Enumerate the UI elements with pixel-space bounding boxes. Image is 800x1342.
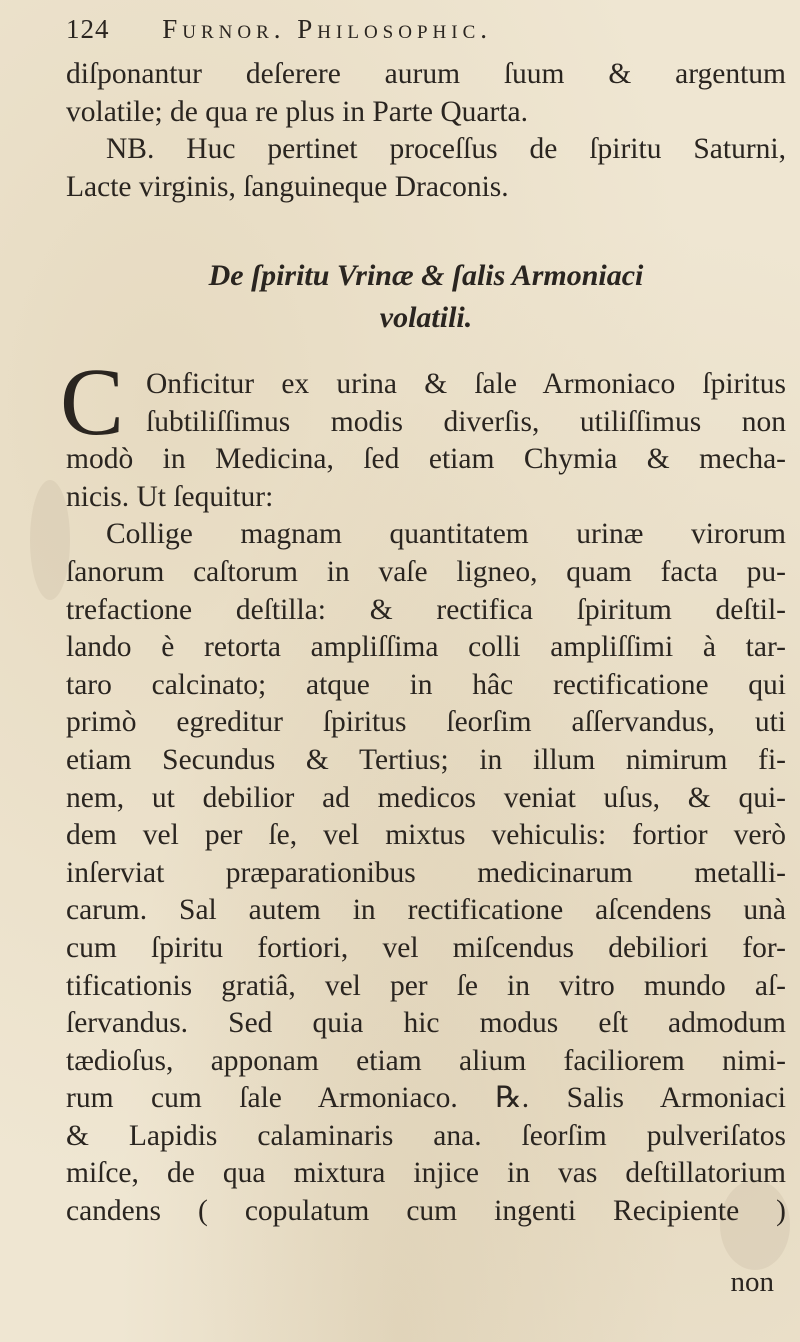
- section-heading-line-2: volatili.: [379, 301, 473, 334]
- running-head: [66, 14, 766, 54]
- text-line: Lacte virginis, ſanguineque Draconis.: [66, 170, 509, 203]
- text-line: volatile; de qua re plus in Parte Quarta.: [66, 95, 529, 128]
- text-line: etiam Secundus & Tertius; in illum nimirum fi-: [66, 743, 786, 776]
- paper-stain: [30, 480, 70, 600]
- text-line: tificationis gratiâ, vel per ſe in vitro mundo aſ-: [66, 969, 786, 1002]
- drop-cap: C: [60, 348, 125, 455]
- text-line: dem vel per ſe, vel mixtus vehiculis: fortior verò: [66, 819, 786, 852]
- text-line: inſerviat præparationibus medicinarum metalli-: [66, 856, 786, 889]
- text-line: modò in Medicina, ſed etiam Chymia & mecha-: [66, 443, 786, 476]
- top-text-block: [66, 56, 786, 206]
- running-title: Furnor. Philosophic.: [162, 14, 492, 44]
- text-line: diſponantur deſerere aurum ſuum & argentum: [66, 58, 786, 90]
- text-line: taro calcinato; atque in hâc rectificatione qui: [66, 668, 786, 701]
- text-line: ſervandus. Sed quia hic modus eſt admodum: [66, 1007, 786, 1040]
- text-line: rum cum ſale Armoniaco. ℞. Salis Armoniaci: [66, 1082, 786, 1115]
- text-line: lando è retorta ampliſſima colli ampliſſimi à tar-: [66, 631, 786, 664]
- text-line: Onficitur ex urina & ſale Armoniaco ſpiritus: [146, 368, 786, 400]
- text-line: cum ſpiritu fortiori, vel miſcendus debiliori for-: [66, 931, 786, 964]
- section-heading-line-1: De ſpiritu Vrinæ & ſalis Armoniaci: [208, 259, 644, 292]
- text-line: nicis. Ut ſequitur:: [66, 480, 274, 513]
- text-line: primò egreditur ſpiritus ſeorſim aſſervandus, uti: [66, 706, 786, 739]
- text-line: miſce, de qua mixtura injice in vas deſtillatorium: [66, 1157, 786, 1190]
- main-paragraph: [66, 366, 786, 1231]
- text-line: carum. Sal autem in rectificatione aſcendens unà: [66, 894, 786, 927]
- text-line: trefactione deſtilla: & rectifica ſpiritum deſtil-: [66, 593, 786, 626]
- text-line: tædioſus, apponam etiam alium faciliorem nimi-: [66, 1044, 786, 1077]
- catchword: non: [730, 1266, 774, 1298]
- text-line: Collige magnam quantitatem urinæ virorum: [106, 518, 786, 551]
- text-line: ſubtiliſſimus modis diverſis, utiliſſimus non: [146, 405, 786, 438]
- page-number: 124: [66, 14, 110, 44]
- text-line: ſanorum caſtorum in vaſe ligneo, quam facta pu-: [66, 555, 786, 588]
- text-line: candens ( copulatum cum ingenti Recipiente ): [66, 1195, 786, 1228]
- text-line: NB. Huc pertinet proceſſus de ſpiritu Saturni,: [106, 133, 786, 166]
- text-line: & Lapidis calaminaris ana. ſeorſim pulveriſatos: [66, 1119, 786, 1152]
- text-line: nem, ut debilior ad medicos veniat uſus, & qui-: [66, 781, 786, 814]
